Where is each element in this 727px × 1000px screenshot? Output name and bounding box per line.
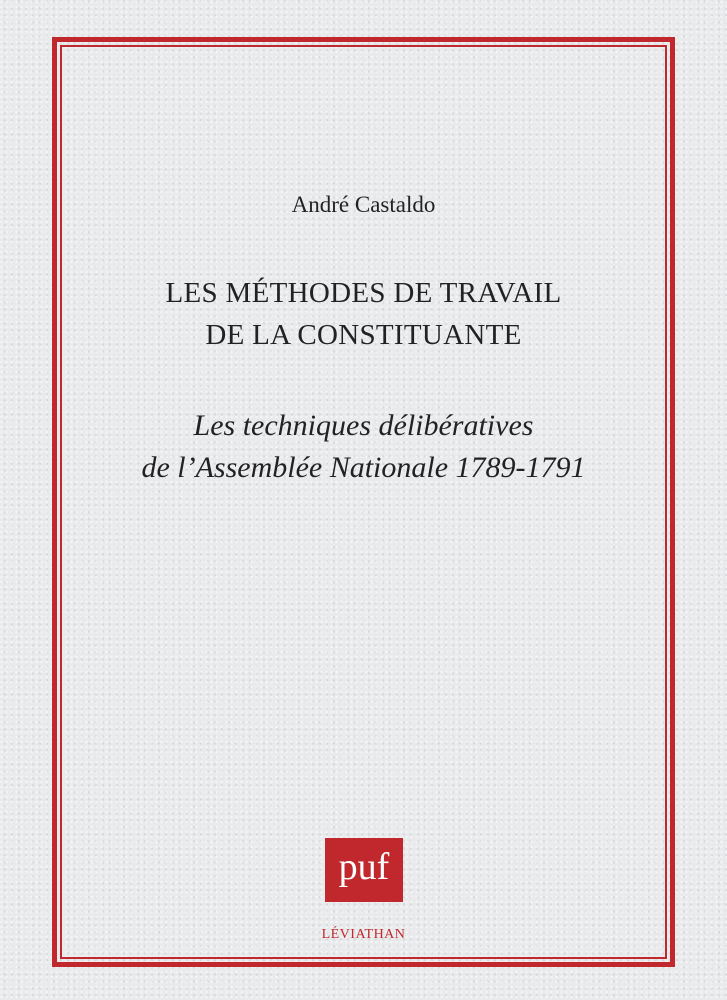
book-subtitle [0,405,727,489]
series-name: LÉVIATHAN [321,927,406,942]
title-line: DE LA CONSTITUANTE [205,319,522,351]
cover-inner-border [60,45,667,959]
cover-border [52,37,675,967]
subtitle-line: de l’Assemblée Nationale 1789-1791 [141,451,586,484]
subtitle-line: Les techniques délibératives [193,409,534,442]
author-name: André Castaldo [291,192,436,217]
title-line: LES MÉTHODES DE TRAVAIL [165,277,562,309]
book-title [0,272,727,356]
publisher-logo: puf [325,838,403,902]
